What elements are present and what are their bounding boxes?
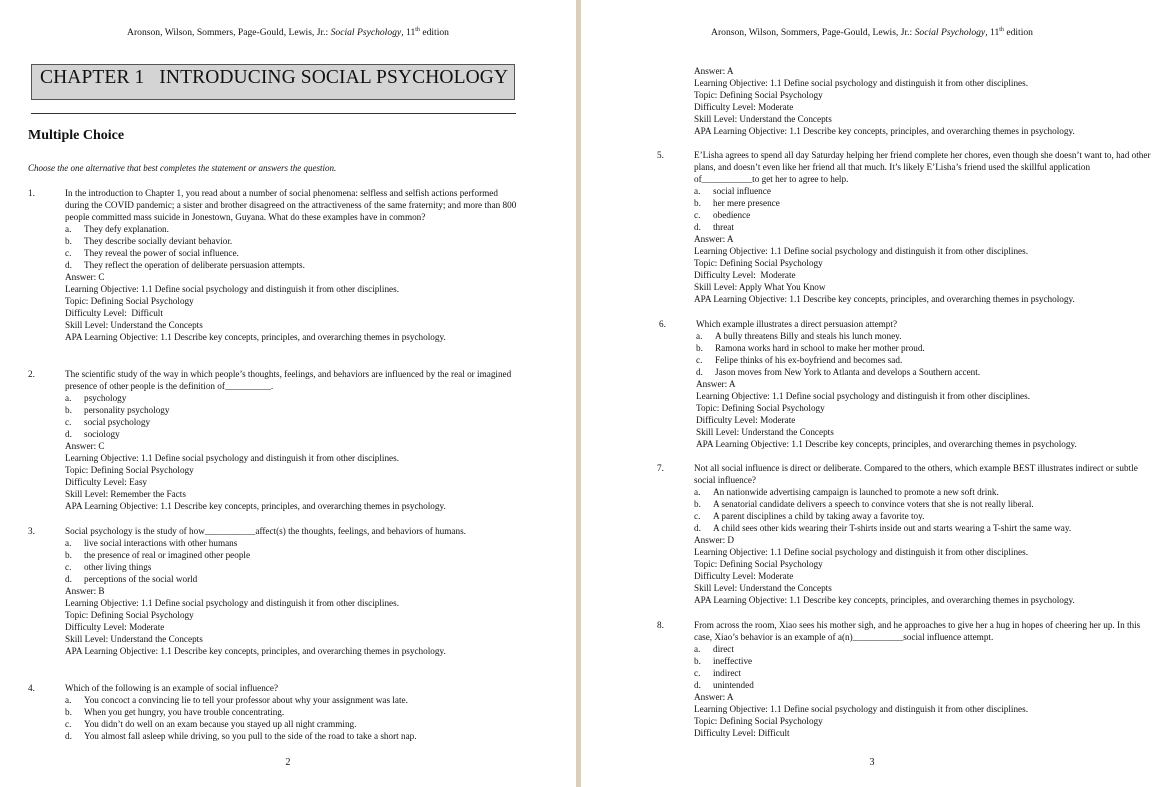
topic: Topic: Defining Social Psychology [65,465,194,475]
option-d: d. threat [694,222,734,232]
apa-objective: APA Learning Objective: 1.1 Describe key concepts, principles, and overarching themes in psychology. [694,595,1075,605]
learning-objective: Learning Objective: 1.1 Define social psychology and distinguish it from other disciplines. [65,598,399,608]
running-head-edition-sup: th [415,26,420,33]
skill-level: Skill Level: Understand the Concepts [694,114,832,124]
running-head-edition-word: edition [1003,27,1033,38]
answer-line: Answer: A [694,66,734,76]
skill-level: Skill Level: Understand the Concepts [65,320,203,330]
option-c: c. They reveal the power of social influence. [65,248,239,258]
option-a: a. A bully threatens Billy and steals his lunch money. [696,331,902,341]
option-b: b. ineffective [694,656,753,666]
option-d: d. unintended [694,680,754,690]
option-c: c. indirect [694,668,742,678]
option-a: a. direct [694,644,734,654]
answer-line: Answer: C [65,441,105,451]
question-stem: The scientific study of the way in which people’s thoughts, feelings, and behaviors are influenced by the real or imagined presence of other people is the definition of__________. [65,369,512,391]
answer-line: Answer: A [696,379,736,389]
question-stem: Not all social influence is direct or deliberate. Compared to the others, which example BEST illustrates indirect or subtle social influence? [694,463,1138,485]
topic: Topic: Defining Social Psychology [65,296,194,306]
option-d: d. perceptions of the social world [65,574,198,584]
option-d: d. Jason moves from New York to Atlanta and develops a Southern accent. [696,367,981,377]
difficulty-level: Difficulty Level: Easy [65,477,147,487]
option-b: b. They describe socially deviant behavior. [65,236,233,246]
answer-line: Answer: C [65,272,105,282]
option-d: d. You almost fall asleep while driving, so you pull to the side of the road to take a short nap. [65,731,417,741]
skill-level: Skill Level: Remember the Facts [65,489,186,499]
skill-level: Skill Level: Understand the Concepts [694,583,832,593]
question-stem: In the introduction to Chapter 1, you read about a number of social phenomena: selfless and selfish actions performed during the COVID pandemic; a sister and brother disagreed on the attractiveness of the same fraternity; and more than 800 people committed mass suicide in Jonestown, Guyana. What do these examples have in common? [65,188,517,222]
running-head-book: Social Psychology [330,27,402,38]
topic: Topic: Defining Social Psychology [694,90,823,100]
topic: Topic: Defining Social Psychology [694,716,823,726]
running-head-edition-sup: th [999,26,1004,33]
question-number: 1. [28,188,35,198]
page-right [581,0,1163,787]
option-a: a. They defy explanation. [65,224,169,234]
question-number: 8. [657,620,664,630]
question-number: 2. [28,369,35,379]
difficulty-level: Difficulty Level: Difficult [65,308,163,318]
question-number: 3. [28,526,35,536]
question-4-continued [694,65,1154,137]
skill-level: Skill Level: Understand the Concepts [696,427,834,437]
question-stem: E’Lisha agrees to spend all day Saturday helping her friend complete her chores, even though she doesn’t want to, had other plans, and doesn’t even like her friend all that much. It’s likely E’Lisha’s friend used the skillful application of___________to get her to agree to help. [694,150,1151,184]
page-left [0,0,576,787]
apa-objective: APA Learning Objective: 1.1 Describe key concepts, principles, and overarching themes in psychology. [65,646,446,656]
option-c: c. A parent disciplines a child by taking away a favorite toy. [694,511,925,521]
answer-line: Answer: A [694,234,734,244]
option-a: a. live social interactions with other humans [65,538,238,548]
question-number: 7. [657,463,664,473]
running-head-authors: Aronson, Wilson, Sommers, Page-Gould, Lewis, Jr.: [711,27,915,38]
difficulty-level: Difficulty Level: Moderate [65,622,165,632]
option-d: d. A child sees other kids wearing their T-shirts inside out and starts wearing a T-shirt the same way. [694,523,1072,533]
option-c: c. social psychology [65,417,151,427]
running-head-edition-num: , 11 [985,27,1000,38]
difficulty-level: Difficulty Level: Moderate [694,270,796,280]
apa-objective: APA Learning Objective: 1.1 Describe key concepts, principles, and overarching themes in psychology. [65,332,446,342]
running-head-edition-num: , 11 [401,27,416,38]
option-c: c. other living things [65,562,152,572]
chapter-title-box [31,64,515,100]
question-stem: Social psychology is the study of how___________affect(s) the thoughts, feelings, and behaviors of humans. [65,526,466,536]
chapter-title: CHAPTER 1 INTRODUCING SOCIAL PSYCHOLOGY [40,67,509,88]
apa-objective: APA Learning Objective: 1.1 Describe key concepts, principles, and overarching themes in psychology. [694,294,1075,304]
running-head [0,27,576,39]
topic: Topic: Defining Social Psychology [694,258,823,268]
learning-objective: Learning Objective: 1.1 Define social psychology and distinguish it from other disciplines. [694,78,1028,88]
learning-objective: Learning Objective: 1.1 Define social psychology and distinguish it from other disciplines. [65,284,399,294]
question-stem: Which of the following is an example of social influence? [65,683,279,693]
option-a: a. An nationwide advertising campaign is launched to promote a new soft drink. [694,487,999,497]
learning-objective: Learning Objective: 1.1 Define social psychology and distinguish it from other disciplines. [694,246,1028,256]
topic: Topic: Defining Social Psychology [696,403,825,413]
answer-line: Answer: D [694,535,735,545]
running-head [581,27,1163,39]
question-number: 5. [657,150,664,160]
answer-line: Answer: A [694,692,734,702]
skill-level: Skill Level: Apply What You Know [694,282,826,292]
difficulty-level: Difficulty Level: Moderate [694,571,794,581]
option-d: d. They reflect the operation of deliberate persuasion attempts. [65,260,305,270]
skill-level: Skill Level: Understand the Concepts [65,634,203,644]
option-c: c. You didn’t do well on an exam because you stayed up all night cramming. [65,719,357,729]
learning-objective: Learning Objective: 1.1 Define social psychology and distinguish it from other disciplines. [696,391,1030,401]
option-b: b. personality psychology [65,405,170,415]
topic: Topic: Defining Social Psychology [65,610,194,620]
option-b: b. the presence of real or imagined other people [65,550,251,560]
option-a: a. psychology [65,393,127,403]
running-head-book: Social Psychology [914,27,986,38]
question-stem: Which example illustrates a direct persuasion attempt? [696,319,898,329]
difficulty-level: Difficulty Level: Difficult [694,728,790,738]
difficulty-level: Difficulty Level: Moderate [696,415,796,425]
instruction-text: Choose the one alternative that best completes the statement or answers the question. [28,163,337,173]
running-head-edition-word: edition [419,27,449,38]
apa-objective: APA Learning Objective: 1.1 Describe key concepts, principles, and overarching themes in psychology. [696,439,1077,449]
option-c: c. Felipe thinks of his ex-boyfriend and becomes sad. [696,355,903,365]
option-b: b. her mere presence [694,198,780,208]
learning-objective: Learning Objective: 1.1 Define social psychology and distinguish it from other disciplines. [694,704,1028,714]
page-number: 2 [285,757,291,768]
option-a: a. social influence [694,186,771,196]
option-d: d. sociology [65,429,120,439]
learning-objective: Learning Objective: 1.1 Define social psychology and distinguish it from other disciplines. [694,547,1028,557]
option-a: a. You concoct a convincing lie to tell your professor about why your assignment was late. [65,695,408,705]
apa-objective: APA Learning Objective: 1.1 Describe key concepts, principles, and overarching themes in psychology. [694,126,1075,136]
answer-line: Answer: B [65,586,105,596]
option-b: b. A senatorial candidate delivers a speech to convince voters that she is not really liberal. [694,499,1034,509]
chapter-rule [31,113,516,114]
option-c: c. obedience [694,210,751,220]
question-stem: From across the room, Xiao sees his mother sigh, and he approaches to give her a hug in hopes of cheering her up. In this case, Xiao’s behavior is an example of a(n)___________social influence attempt. [694,620,1141,642]
learning-objective: Learning Objective: 1.1 Define social psychology and distinguish it from other disciplines. [65,453,399,463]
option-b: b. When you get hungry, you have trouble concentrating. [65,707,285,717]
question-number: 6. [659,319,666,329]
apa-objective: APA Learning Objective: 1.1 Describe key concepts, principles, and overarching themes in psychology. [65,501,446,511]
difficulty-level: Difficulty Level: Moderate [694,102,794,112]
option-b: b. Ramona works hard in school to make her mother proud. [696,343,925,353]
page-number: 3 [869,757,875,768]
running-head-authors: Aronson, Wilson, Sommers, Page-Gould, Lewis, Jr.: [127,27,331,38]
topic: Topic: Defining Social Psychology [694,559,823,569]
question-number: 4. [28,683,35,693]
section-title: Multiple Choice [28,128,125,143]
